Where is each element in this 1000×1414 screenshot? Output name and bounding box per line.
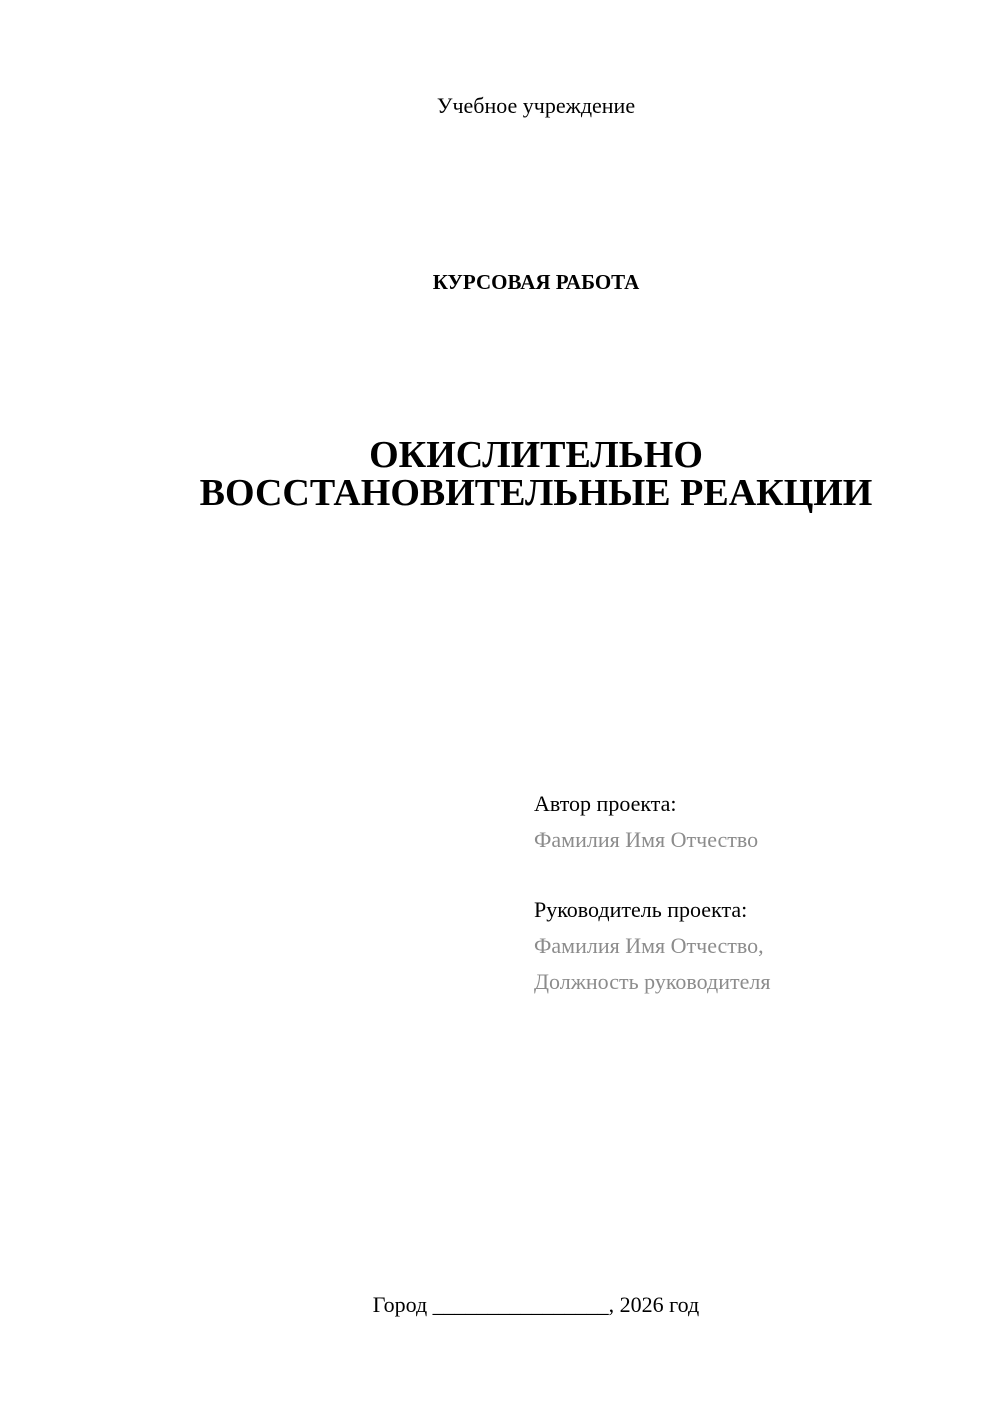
work-type-heading: КУРСОВАЯ РАБОТА [432, 270, 640, 294]
document-title-line-1: ОКИСЛИТЕЛЬНО [369, 434, 703, 476]
document-title [0, 436, 1000, 512]
document-title-line-2: ВОССТАНОВИТЕЛЬНЫЕ РЕАКЦИИ [199, 472, 873, 514]
author-label: Автор проекта: [534, 791, 677, 816]
author-name-placeholder: Фамилия Имя Отчество [534, 827, 759, 852]
supervisor-name-placeholder: Фамилия Имя Отчество, [534, 933, 764, 958]
institution-name: Учебное учреждение [436, 93, 636, 118]
city-year-line: Город ________________, 2026 год [372, 1292, 700, 1317]
supervisor-position-placeholder: Должность руководителя [534, 969, 771, 994]
author-block [534, 786, 974, 858]
supervisor-block [534, 892, 974, 1000]
supervisor-label: Руководитель проекта: [534, 897, 748, 922]
